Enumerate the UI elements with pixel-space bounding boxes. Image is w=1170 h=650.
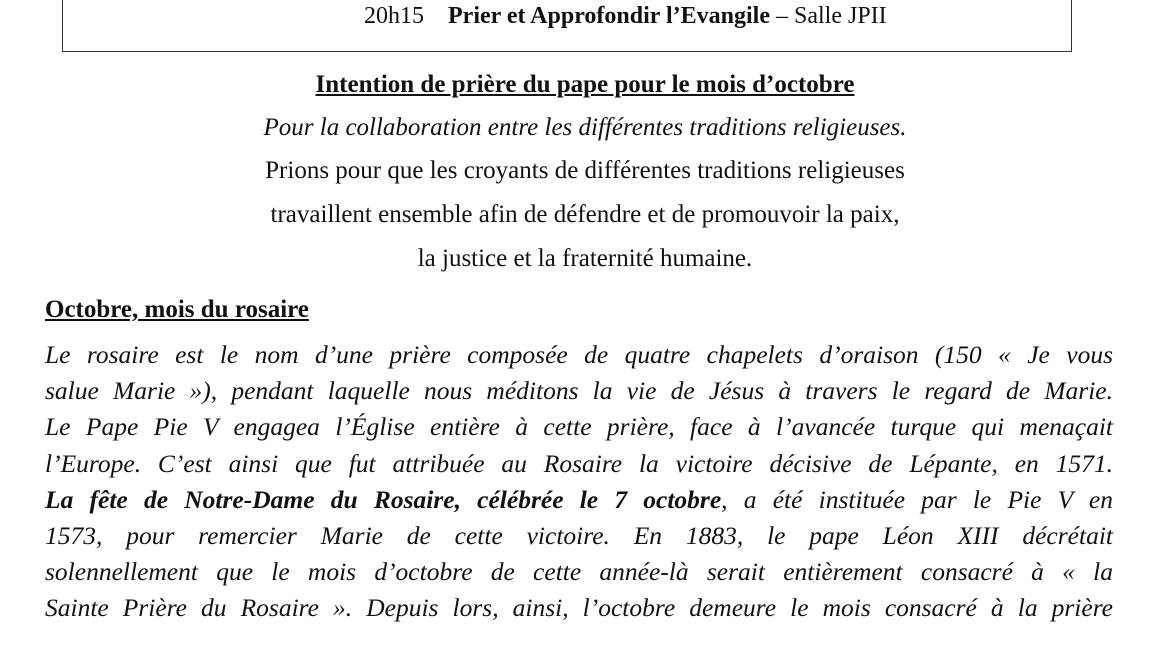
intention-title: Intention de prière du pape pour le mois d’octobre <box>315 71 855 98</box>
schedule-event: Prier et Approfondir l’Evangile <box>448 3 770 29</box>
paragraph-line: Le rosaire est le nom d’une prière composée de quatre chapelets d’oraison (150 « Je vous <box>45 340 1113 369</box>
paragraph-line: 1573, pour remercier Marie de cette victoire. En 1883, le pape Léon XIII décrétait <box>45 521 1113 551</box>
schedule-line <box>364 3 887 30</box>
paragraph-line <box>45 482 1113 518</box>
feast-title: La fête de Notre-Dame du Rosaire, célébrée le 7 octobre <box>45 484 722 514</box>
feast-rest: , a été instituée par le Pie V en <box>721 484 1114 514</box>
schedule-time: 20h15 <box>364 3 424 29</box>
intention-line-3: la justice et la fraternité humaine. <box>417 245 753 272</box>
intention-line-1: Prions pour que les croyants de différentes traditions religieuses <box>265 157 905 184</box>
intention-line-2: travaillent ensemble afin de défendre et de promouvoir la paix, <box>270 201 900 228</box>
section-title-rosaire: Octobre, mois du rosaire <box>45 296 309 323</box>
paragraph-line: Le Pape Pie V engagea l’Église entière à cette prière, face à l’avancée turque qui menaçait <box>45 412 1113 442</box>
rosaire-paragraph <box>45 337 1113 627</box>
schedule-location: – Salle JPII <box>770 3 887 29</box>
paragraph-line: solennellement que le mois d’octobre de cette année-là serait entièrement consacré à « la <box>45 557 1113 587</box>
paragraph-line: salue Marie »), pendant laquelle nous méditons la vie de Jésus à travers le regard de Marie. <box>45 376 1113 406</box>
paragraph-line: Sainte Prière du Rosaire ». Depuis lors, ainsi, l’octobre demeure le mois consacré à la prière <box>45 593 1113 623</box>
paragraph-line: l’Europe. C’est ainsi que fut attribuée au Rosaire la victoire décisive de Lépante, en 1571. <box>45 448 1113 478</box>
intention-subtitle: Pour la collaboration entre les différentes traditions religieuses. <box>263 114 907 141</box>
